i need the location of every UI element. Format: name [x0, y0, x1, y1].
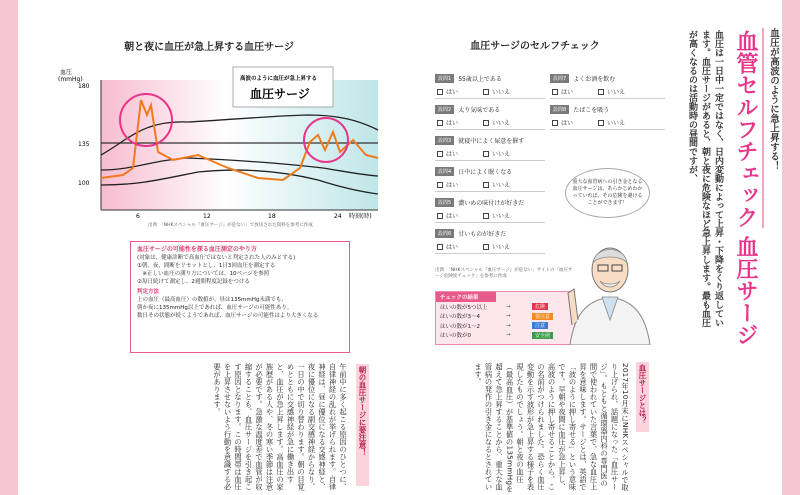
x-tick-6: 6	[136, 213, 140, 220]
yes-label: はい	[446, 151, 459, 158]
self-check-title: 血圧サージのセルフチェック	[470, 41, 600, 52]
result-rows	[436, 302, 574, 340]
left-column-text: 午前中に多く起こる原因のひとつに、自律神経の乱れが挙げられます。自律神経は、昼に優位になる交感神経と、夜に優位になる副交感神経からなり、一日の中で切り替わります。朝の目覚めとともに交感神経が急に働き出すと、血圧が急上昇します。高血圧の家族歴がある人や、冬の寒い季節は注意が必要です。急激な温度差で血管が収縮することも、血圧サージを引き起こす原因となります。この時間帯は血圧を上昇させないよう行動を意識する必要があります。	[213, 363, 348, 491]
question-number: 設問4	[435, 167, 454, 176]
no-label: いいえ	[492, 244, 511, 251]
no-label: いいえ	[492, 151, 511, 158]
result-row	[436, 312, 574, 322]
measurement-line: ②毎日続けて測定し、2週間程度記録をつける	[137, 279, 250, 285]
right-page	[400, 0, 782, 495]
chart-title: 朝と夜に血圧が急上昇する血圧サージ	[124, 42, 294, 53]
question-item	[435, 196, 545, 226]
question-text: 太り気味である	[458, 106, 501, 114]
x-tick-18: 18	[268, 213, 276, 220]
question-text: 日中によく眠くなる	[458, 168, 513, 176]
yes-checkbox[interactable]	[437, 244, 443, 250]
right-column-heading: 血圧サージとは？	[636, 362, 649, 432]
question-text: 甘いものが好きだ	[458, 230, 507, 238]
measurement-line: (対象は、健康診断で高血圧ではないと判定された人のみとする)	[137, 255, 296, 261]
no-checkbox[interactable]	[483, 213, 489, 219]
x-tick-24: 24	[334, 213, 342, 220]
yes-checkbox[interactable]	[552, 89, 558, 95]
yes-label: はい	[561, 89, 574, 96]
criteria-line: 数日その状態が続くようであれば、血圧サージの可能性はより大きくなる	[137, 313, 319, 319]
question-item	[550, 72, 665, 102]
yes-label: はい	[446, 244, 459, 251]
x-axis-label: 時刻(時)	[349, 213, 372, 220]
main-title: 血管セルフチェック 血圧サージ	[733, 30, 758, 346]
y-tick-135: 135	[78, 141, 90, 148]
y-tick-100: 100	[78, 180, 90, 187]
y-tick-180: 180	[78, 83, 90, 90]
question-number: 設問6	[435, 229, 454, 238]
result-label: 危険	[532, 303, 548, 310]
arrow-icon: →	[506, 322, 511, 329]
measurement-method-box	[130, 241, 350, 353]
no-label: いいえ	[492, 182, 511, 189]
question-item	[435, 134, 545, 164]
result-label: 注意	[532, 322, 548, 329]
question-number: 設問3	[435, 136, 454, 145]
question-number: 設問7	[550, 74, 569, 83]
yes-label: はい	[446, 182, 459, 189]
question-number: 設問8	[550, 105, 569, 114]
yes-checkbox[interactable]	[437, 151, 443, 157]
callout-big-text: 血圧サージ	[250, 87, 310, 101]
criteria-line: 上の血圧（最高血圧）の数値が、昼は135mmHg未満でも、	[137, 297, 287, 303]
no-label: いいえ	[492, 120, 511, 127]
check-source-note: 出典：「NHKスペシャル『血圧サージ』が危ない」サイトの「血圧サージ危険度チェック」を参考に作成	[435, 268, 573, 279]
measurement-line: ※正しい血圧の測り方については、10ページを参照	[137, 271, 270, 277]
check-result-box	[435, 291, 575, 345]
result-label: 要注意	[532, 313, 553, 320]
no-checkbox[interactable]	[483, 151, 489, 157]
result-row	[436, 302, 574, 312]
chart-svg	[38, 60, 398, 240]
yes-checkbox[interactable]	[437, 182, 443, 188]
result-condition: はいの数が3〜4	[440, 314, 480, 321]
result-label: 安全圏	[532, 332, 553, 339]
lead-text: 血圧は一日中一定ではなく、日内変動によって上昇・下降をくり返しています。血圧サージがあると、朝と夜に危険なほど急上昇します。最も血圧が高くなるのは活動時の昼間ですが、	[687, 30, 723, 327]
question-text: 55歳以上である	[458, 75, 502, 83]
result-condition: はいの数が5つ以上	[440, 304, 488, 311]
no-checkbox[interactable]	[598, 120, 604, 126]
left-column-heading: 朝の血圧サージに要注意！	[356, 364, 369, 486]
result-row	[436, 321, 574, 331]
yes-label: はい	[561, 120, 574, 127]
no-checkbox[interactable]	[598, 89, 604, 95]
question-item	[435, 227, 545, 257]
yes-checkbox[interactable]	[437, 89, 443, 95]
question-text: 濃いめの味付けが好きだ	[458, 199, 525, 207]
criteria-line: 朝か夜に135mmHg以上であれば、血圧サージの可能性あり。	[137, 305, 293, 311]
page-edge-left	[0, 0, 18, 495]
yes-checkbox[interactable]	[552, 120, 558, 126]
yes-checkbox[interactable]	[437, 213, 443, 219]
measurement-line: ①朝、夜、間断をリセットとし、1日3回血圧を測定する	[137, 263, 276, 269]
page-edge-right	[782, 0, 800, 495]
question-number: 設問2	[435, 105, 454, 114]
right-column-text: 2017年10月末にNHKスペシャルで取り上げられ、話題になった「血圧サージ」。もともと循環器内科の専門医の間で使われていた言葉で、急な血圧上昇を意味します。サージとは、英語で「波のように押し寄せる」という意味です。早朝や夜間に血圧が急上昇し、高波のように押し寄せることから、この名前がつけられました。恐らく血圧変動を示す波形が急上昇する様子を表現したものでしょう。朝と夜の血圧（最高血圧）が基準値の135mmHgを超えて急上昇することから、重大な血管病の発作の引き金になるとされています。	[474, 363, 630, 493]
no-checkbox[interactable]	[483, 120, 489, 126]
doctor-illustration	[560, 215, 660, 345]
no-label: いいえ	[492, 89, 511, 96]
measurement-heading: 血圧サージの可能性を探る血圧測定のやり方	[137, 246, 257, 253]
no-label: いいえ	[607, 89, 626, 96]
no-label: いいえ	[607, 120, 626, 127]
arrow-icon: →	[506, 313, 511, 320]
question-number: 設問5	[435, 198, 454, 207]
chart-source-note: 出典：「NHKスペシャル『血圧サージ』が危ない」で放送された資料を参考に作成	[148, 223, 313, 228]
question-item	[435, 165, 545, 195]
arrow-icon: →	[506, 332, 511, 339]
x-tick-12: 12	[203, 213, 211, 220]
callout-small-text: 高波のように血圧が急上昇する	[240, 76, 318, 82]
result-condition: はいの数が1〜2	[440, 323, 480, 330]
yes-label: はい	[446, 89, 459, 96]
y-axis-label: 血圧(mmHg)	[58, 69, 83, 83]
result-heading: チェックの結果	[436, 292, 496, 302]
arrow-icon: →	[506, 303, 511, 310]
main-subtitle: 血圧が高波のように急上昇する！	[762, 28, 780, 228]
no-checkbox[interactable]	[483, 244, 489, 250]
yes-label: はい	[446, 120, 459, 127]
yes-checkbox[interactable]	[437, 120, 443, 126]
question-text: 就寝中によく尿意を催す	[458, 137, 525, 145]
criteria-heading: 判定方法	[137, 289, 160, 295]
question-item	[435, 103, 545, 133]
question-item	[435, 72, 545, 102]
no-checkbox[interactable]	[483, 182, 489, 188]
no-label: いいえ	[492, 213, 511, 220]
question-item	[550, 103, 665, 133]
yes-label: はい	[446, 213, 459, 220]
left-page	[18, 0, 400, 495]
doctor-speech-bubble: 重大な血管病への引き金となる血圧サージは、あらかじめわかっていれば、その危険を避けることができます！	[565, 168, 650, 218]
question-text: よくお酒を飲む	[573, 75, 616, 83]
question-text: たばこを吸う	[573, 106, 610, 114]
question-number: 設問1	[435, 74, 454, 83]
result-row	[436, 331, 574, 341]
no-checkbox[interactable]	[483, 89, 489, 95]
result-condition: はいの数が0	[440, 333, 471, 340]
blood-pressure-chart	[38, 60, 398, 240]
